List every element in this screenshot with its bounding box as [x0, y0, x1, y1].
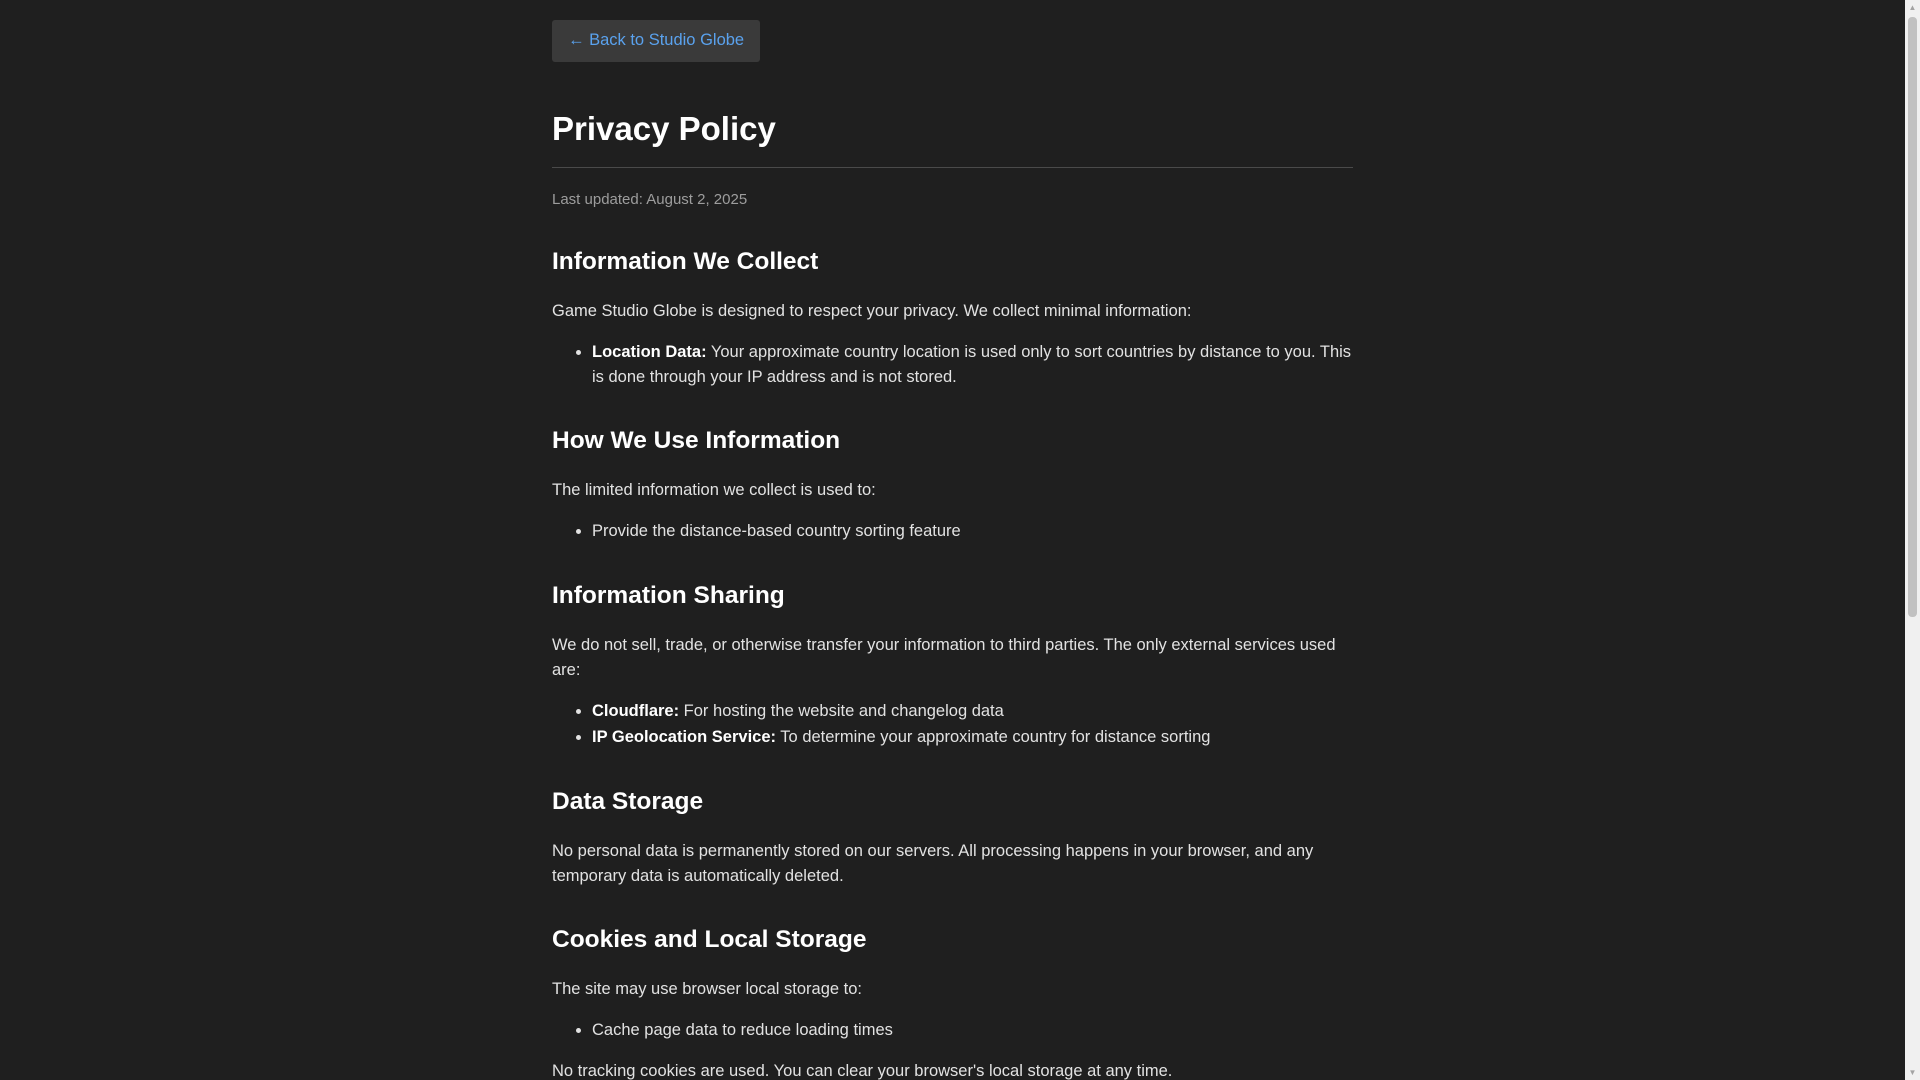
section-intro-collect: Game Studio Globe is designed to respect your privacy. We collect minimal information:	[552, 302, 1192, 320]
list-item	[592, 699, 1353, 724]
scroll-down-arrow-icon[interactable]: ▼	[1908, 1068, 1917, 1077]
list-item-text: For hosting the website and changelog data	[679, 702, 1004, 720]
list-item-label: IP Geolocation Service:	[592, 728, 777, 746]
policy-container	[552, 20, 1353, 1080]
list-item-label: Cloudflare:	[592, 702, 680, 720]
section-heading-storage: Data Storage	[552, 788, 704, 815]
scrollbar-thumb[interactable]	[1908, 17, 1917, 617]
back-to-studio-globe-link[interactable]: ← Back to Studio Globe	[552, 20, 760, 62]
cookies-list	[552, 1018, 1353, 1043]
section-intro-cookies: The site may use browser local storage to:	[552, 980, 862, 998]
collect-list	[552, 340, 1353, 390]
scroll-up-arrow-icon[interactable]: ▲	[1908, 3, 1917, 12]
list-item	[592, 340, 1353, 390]
sharing-list	[552, 699, 1353, 750]
section-outro-cookies: No tracking cookies are used. You can clear your browser's local storage at any time.	[552, 1062, 1173, 1080]
list-item-text: To determine your approximate country for distance sorting	[776, 728, 1211, 746]
section-intro-sharing: We do not sell, trade, or otherwise transfer your information to third parties. The only external services used are:	[552, 636, 1336, 679]
use-list	[552, 519, 1353, 544]
vertical-scrollbar[interactable]	[1905, 0, 1920, 1080]
section-intro-use: The limited information we collect is used to:	[552, 481, 876, 499]
list-item-label: Location Data:	[592, 343, 707, 361]
last-updated-date: Last updated: August 2, 2025	[552, 191, 748, 208]
list-item: • Cache page data to reduce loading times	[592, 1018, 1353, 1043]
section-heading-cookies: Cookies and Local Storage	[552, 926, 867, 953]
list-item	[592, 725, 1353, 750]
list-item: • Provide the distance-based country sorting feature	[592, 519, 1353, 544]
section-heading-sharing: Information Sharing	[552, 582, 785, 609]
list-item-text: Your approximate country location is used only to sort countries by distance to you. This is done through your IP address and is not stored.	[592, 343, 1352, 386]
section-heading-use: How We Use Information	[552, 427, 841, 454]
section-body-storage: No personal data is permanently stored on our servers. All processing happens in your browser, and any temporary data is automatically deleted.	[552, 842, 1314, 885]
section-heading-collect: Information We Collect	[552, 248, 819, 275]
page-title: Privacy Policy	[552, 109, 1353, 168]
